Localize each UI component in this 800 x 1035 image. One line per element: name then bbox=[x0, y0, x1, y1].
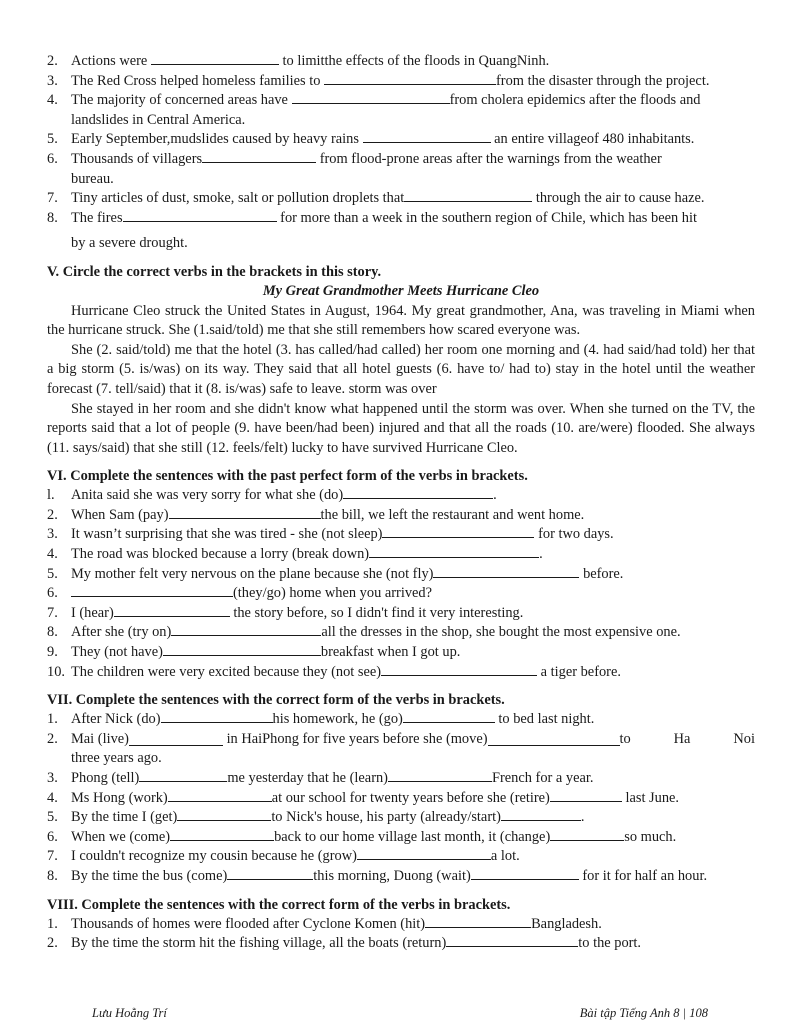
section-heading: VII. Complete the sentences with the correct form of the verbs in brackets. bbox=[47, 692, 505, 709]
answer-blank[interactable] bbox=[381, 663, 537, 676]
worksheet-page bbox=[47, 52, 755, 954]
answer-blank[interactable] bbox=[170, 828, 274, 841]
answer-blank[interactable] bbox=[388, 769, 492, 782]
story-paragraph: Hurricane Cleo struck the United States in August, 1964. My great grandmother, Ana, was traveling in Miami when the hurricane struck. She (1.said/told) me that she still remembers how scared everyone was. bbox=[47, 302, 755, 339]
answer-blank[interactable] bbox=[202, 150, 316, 163]
answer-blank[interactable] bbox=[129, 733, 223, 746]
section-8 bbox=[47, 895, 755, 954]
answer-blank[interactable] bbox=[425, 915, 531, 928]
footer-author: Lưu Hoằng Trí bbox=[92, 1006, 167, 1020]
answer-blank[interactable] bbox=[382, 525, 534, 538]
list-item: 4. The majority of concerned areas have from cholera epidemics after the floods and bbox=[47, 92, 701, 109]
answer-blank[interactable] bbox=[139, 769, 227, 782]
list-item: 1. After Nick (do) his homework, he (go) to bed last night. bbox=[47, 711, 595, 728]
list-item: 10. The children were very excited because they (not see) a tiger before. bbox=[47, 663, 621, 680]
list-item: 4. Ms Hong (work) at our school for twenty years before she (retire) last June. bbox=[47, 789, 680, 806]
list-item: 2. By the time the storm hit the fishing village, all the boats (return) to the port. bbox=[47, 935, 642, 952]
answer-blank[interactable] bbox=[324, 72, 496, 85]
section-heading: VI. Complete the sentences with the past perfect form of the verbs in brackets. bbox=[47, 468, 528, 485]
list-item: 1. Thousands of homes were flooded after Cyclone Komen (hit) Bangladesh. bbox=[47, 915, 602, 932]
answer-blank[interactable] bbox=[550, 828, 624, 841]
answer-blank[interactable] bbox=[171, 623, 321, 636]
list-item: 6. (they/go) home when you arrived? bbox=[47, 585, 433, 602]
answer-blank[interactable] bbox=[227, 867, 313, 880]
answer-blank[interactable] bbox=[168, 789, 272, 802]
section-heading: V. Circle the correct verbs in the brackets in this story. bbox=[47, 263, 382, 280]
list-item: 3. It wasn’t surprising that she was tired - she (not sleep) for two days. bbox=[47, 526, 614, 543]
answer-blank[interactable] bbox=[114, 604, 230, 617]
list-item: 2. When Sam (pay) the bill, we left the restaurant and went home. bbox=[47, 506, 585, 523]
answer-blank[interactable] bbox=[169, 506, 321, 519]
list-item: 6. When we (come) back to our home village last month, it (change) so much. bbox=[47, 828, 677, 845]
answer-blank[interactable] bbox=[177, 808, 271, 821]
answer-blank[interactable] bbox=[163, 643, 321, 656]
answer-blank[interactable] bbox=[363, 130, 491, 143]
answer-blank[interactable] bbox=[501, 808, 581, 821]
answer-blank[interactable] bbox=[488, 733, 620, 746]
list-item: 5. By the time I (get) to Nick's house, his party (already/start) . bbox=[47, 809, 585, 826]
section-6 bbox=[47, 466, 755, 682]
list-item: 7. I (hear) the story before, so I didn't find it very interesting. bbox=[47, 604, 524, 621]
list-item: 8. By the time the bus (come) this morning, Duong (wait) for it for half an hour. bbox=[47, 867, 708, 884]
story-paragraph: She (2. said/told) me that the hotel (3. has called/had called) her room one morning and (4. had said/had told) her that a big storm (5. is/was) on its way. They said that all hotel guests (6. have to/ had to) stay in the hotel until the weather forecast (7. tell/said) that it (8. is/was) safe to leave. storm was over bbox=[47, 341, 755, 397]
list-item: 2. Mai (live) in HaiPhong for five years before she (move) to Ha Noi bbox=[47, 730, 755, 747]
answer-blank[interactable] bbox=[550, 789, 622, 802]
list-item: 9. They (not have) breakfast when I got up. bbox=[47, 644, 461, 661]
answer-blank[interactable] bbox=[151, 52, 279, 65]
list-item: 3. The Red Cross helped homeless families to from the disaster through the project. bbox=[47, 72, 710, 89]
list-item: 7. Tiny articles of dust, smoke, salt or pollution droplets that through the air to cause haze. bbox=[47, 190, 705, 207]
answer-blank[interactable] bbox=[433, 565, 579, 578]
list-item: 4. The road was blocked because a lorry (break down) . bbox=[47, 546, 543, 563]
section-heading: VIII. Complete the sentences with the correct form of the verbs in brackets. bbox=[47, 896, 511, 913]
list-item: 5. My mother felt very nervous on the plane because she (not fly) before. bbox=[47, 565, 624, 582]
list-item: l. Anita said she was very sorry for what she (do) . bbox=[47, 487, 497, 504]
list-item: 5. Early September,mudslides caused by heavy rains an entire villageof 480 inhabitants. bbox=[47, 131, 695, 148]
footer-book-page: Bài tập Tiếng Anh 8 | 108 bbox=[579, 1006, 708, 1020]
list-item: 7. I couldn't recognize my cousin because he (grow) a lot. bbox=[47, 848, 520, 865]
answer-blank[interactable] bbox=[471, 867, 579, 880]
answer-blank[interactable] bbox=[403, 710, 495, 723]
page-footer bbox=[92, 1006, 708, 1021]
story-title: My Great Grandmother Meets Hurricane Cleo bbox=[262, 282, 540, 299]
answer-blank[interactable] bbox=[161, 710, 273, 723]
story-paragraph: She stayed in her room and she didn't know what happened until the storm was over. When she turned on the TV, the reports said that a lot of people (9. have been/had been) injured and that all the roads (10. are/were) flooded. She always (11. says/said) that she still (12. feels/felt) lucky to have survived Hurricane Cleo. bbox=[47, 400, 755, 456]
answer-blank[interactable] bbox=[404, 189, 532, 202]
list-item: 3. Phong (tell) me yesterday that he (learn) French for a year. bbox=[47, 770, 594, 786]
answer-blank[interactable] bbox=[446, 934, 578, 947]
answer-blank[interactable] bbox=[71, 584, 233, 597]
answer-blank[interactable] bbox=[357, 847, 491, 860]
section-4-list: 2. Actions were to limitthe effects of the floods in QuangNinh. 3. The Red Cross helped homeless families to from the disaster through the project. 4. The majority of concerned areas have from cholera epidemics after the floods and landslides in Central America. 5. Early September,mudslides caused by heavy rains an entire villageof 480 inhabitants. 6. Thousands of villagers from flood-prone areas after the warnings from the weather bureau. 7. Tiny articles of dust, smoke, salt or pollution droplets that through the air to cause haze. 8. The fires for more than a week in the southern region of Chile, which has been hit by a severe drought. bbox=[47, 52, 755, 254]
section-7: VII. Complete the sentences with the correct form of the verbs in brackets. 1. After Nick (do) his homework, he (go) to bed last night. 2. Mai (live) in HaiPhong for five years before she (move) to Ha Noi three years ago. 3. Phong (tell) me yesterday that he (learn) French for a year. 4. Ms Hong (work) at our school for twenty years before she (retire) last June. 5. By the time I (get) to Nick's house, his party (already/start) . 6. When we (come) back to our home village last month, it (change) so much. 7. I couldn't recognize my cousin because he (grow) a lot. 8. By the time the bus (come) this morning, Duong (wait) for it for half an hour. bbox=[47, 690, 755, 886]
section-5 bbox=[47, 262, 755, 458]
list-item: 6. Thousands of villagers from flood-prone areas after the warnings from the weather bbox=[47, 150, 662, 167]
answer-blank[interactable] bbox=[343, 486, 493, 499]
answer-blank[interactable] bbox=[292, 91, 450, 104]
answer-blank[interactable] bbox=[123, 209, 277, 222]
answer-blank[interactable] bbox=[369, 545, 539, 558]
list-item: 2. Actions were to limitthe effects of the floods in QuangNinh. bbox=[47, 53, 550, 69]
list-item: 8. After she (try on) all the dresses in the shop, she bought the most expensive one. bbox=[47, 624, 681, 641]
list-item: 8. The fires for more than a week in the southern region of Chile, which has been hit bbox=[47, 209, 697, 226]
